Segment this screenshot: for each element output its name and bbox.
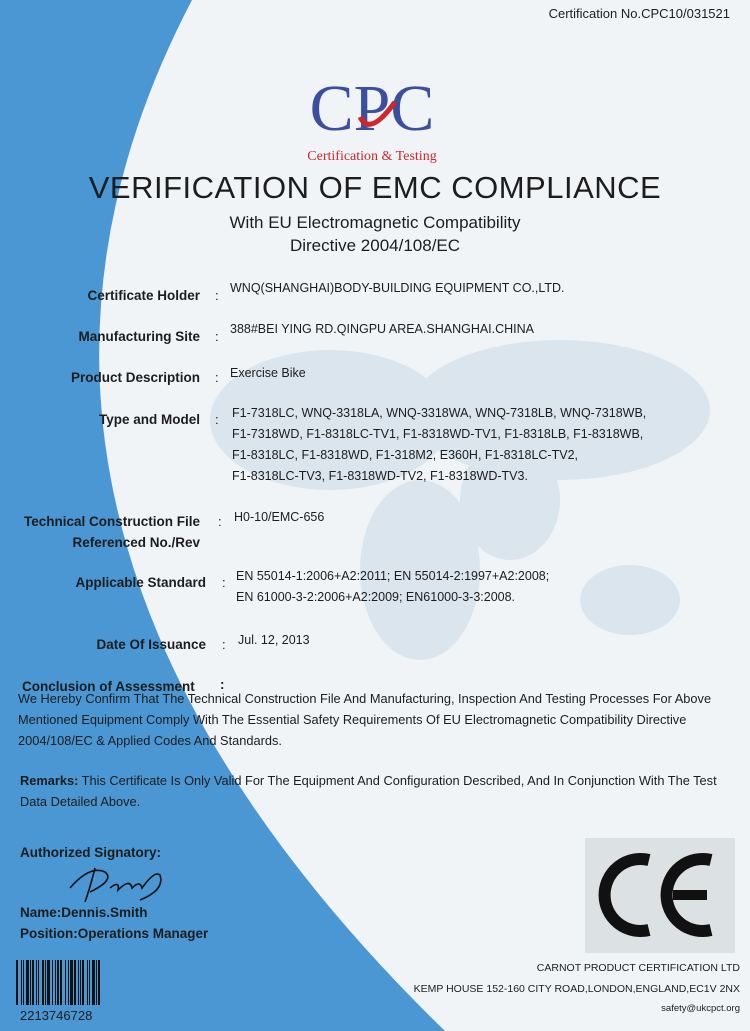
barcode-bar	[23, 960, 24, 1005]
model-line: F1-8318LC, F1-8318WD, F1-318M2, E360H, F1-8318LC-TV2,	[232, 448, 578, 462]
barcode-bar	[52, 960, 53, 1005]
tcf-value: H0-10/EMC-656	[234, 510, 325, 524]
barcode	[16, 960, 106, 1005]
model-line: F1-7318WD, F1-8318LC-TV1, F1-8318WD-TV1, F1-8318LB, F1-8318WB,	[232, 427, 644, 441]
conclusion-text: We Hereby Confirm That The Technical Construction File And Manufacturing, Inspection And Testing Processes For Above Mentioned Equipment Comply With The Essential Safety Requirements Of EU Electromagnetic Compatibility Directive 2004/108/EC & Applied Codes And Standards.	[18, 691, 712, 748]
barcode-bar	[65, 960, 66, 1005]
holder-value: WNQ(SHANGHAI)BODY-BUILDING EQUIPMENT CO.,LTD.	[230, 281, 565, 295]
barcode-bar	[26, 960, 29, 1005]
subtitle-1: With EU Electromagnetic Compatibility	[229, 213, 521, 232]
barcode-bar	[68, 960, 69, 1005]
world-map-watermark	[210, 340, 710, 660]
colon: :	[215, 412, 219, 427]
issuer-address: KEMP HOUSE 152-160 CITY ROAD,LONDON,ENGLAND,EC1V 2NX	[413, 983, 740, 995]
barcode-bar	[47, 960, 50, 1005]
tcf-label-1: Technical Construction File	[23, 514, 200, 529]
colon: :	[215, 370, 219, 385]
signatory-name: Name:Dennis.Smith	[20, 905, 148, 920]
model-line: F1-7318LC, WNQ-3318LA, WNQ-3318WA, WNQ-7318LB, WNQ-7318WB,	[232, 406, 647, 420]
holder-label: Certificate Holder	[87, 288, 200, 303]
signatory-position: Position:Operations Manager	[20, 926, 209, 941]
subtitle-2: Directive 2004/108/EC	[289, 236, 461, 255]
barcode-bar	[87, 960, 88, 1005]
barcode-bar	[42, 960, 44, 1005]
barcode-bar	[36, 960, 37, 1005]
signatory-label: Authorized Signatory:	[20, 845, 161, 860]
tcf-label-2: Referenced No./Rev	[72, 535, 200, 550]
logo-tagline: Certification & Testing	[307, 149, 437, 164]
colon: :	[218, 514, 222, 529]
colon: :	[215, 288, 219, 303]
ce-mark	[585, 838, 735, 953]
standard-line: EN 61000-3-2:2006+A2:2009; EN61000-3-3:2008.	[236, 590, 516, 604]
colon: :	[222, 637, 226, 652]
issuer-name: CARNOT PRODUCT CERTIFICATION LTD	[536, 962, 740, 974]
site-label: Manufacturing Site	[78, 329, 200, 344]
barcode-bar	[80, 960, 81, 1005]
barcode-bar	[98, 960, 100, 1005]
logo-mark: CPC	[309, 72, 435, 145]
barcode-bar	[74, 960, 76, 1005]
barcode-bar	[38, 960, 39, 1005]
colon: :	[220, 677, 225, 692]
date-value: Jul. 12, 2013	[238, 633, 310, 647]
barcode-bar	[32, 960, 34, 1005]
barcode-bar	[78, 960, 79, 1005]
product-label: Product Description	[70, 370, 200, 385]
standard-label: Applicable Standard	[75, 575, 206, 590]
barcode-bar	[92, 960, 95, 1005]
barcode-bar	[82, 960, 84, 1005]
model-line: F1-8318LC-TV3, F1-8318WD-TV2, F1-8318WD-TV3.	[232, 469, 528, 483]
remarks-label: Remarks:	[20, 773, 79, 788]
certificate-number: Certification No.CPC10/031521	[548, 6, 730, 21]
certificate-title: VERIFICATION OF EMC COMPLIANCE	[88, 170, 662, 205]
remarks	[20, 770, 745, 812]
barcode-bar	[89, 960, 90, 1005]
barcode-bar	[21, 960, 22, 1005]
model-label: Type and Model	[98, 412, 200, 427]
barcode-bar	[55, 960, 56, 1005]
cpc-logo	[300, 62, 445, 167]
issuer-email: safety@ukcpct.org	[661, 1003, 740, 1014]
barcode-bar	[16, 960, 18, 1005]
standard-line: EN 55014-1:2006+A2:2011; EN 55014-2:1997+A2:2008;	[236, 569, 550, 583]
date-label: Date Of Issuance	[96, 637, 206, 652]
product-value: Exercise Bike	[230, 366, 306, 380]
conclusion-label: Conclusion of Assessment	[22, 679, 195, 694]
site-value: 388#BEI YING RD.QINGPU AREA.SHANGHAI.CHINA	[230, 322, 535, 336]
colon: :	[215, 329, 219, 344]
barcode-number: 2213746728	[20, 1008, 93, 1023]
barcode-bar	[57, 960, 59, 1005]
barcode-bar	[70, 960, 73, 1005]
barcode-bar	[96, 960, 97, 1005]
barcode-bar	[45, 960, 46, 1005]
barcode-bar	[60, 960, 62, 1005]
barcode-bar	[30, 960, 31, 1005]
remarks-text: This Certificate Is Only Valid For The Equipment And Configuration Described, And In Conjunction With The Test Data Detailed Above.	[20, 773, 717, 809]
colon: :	[222, 575, 226, 590]
signature	[60, 860, 190, 905]
